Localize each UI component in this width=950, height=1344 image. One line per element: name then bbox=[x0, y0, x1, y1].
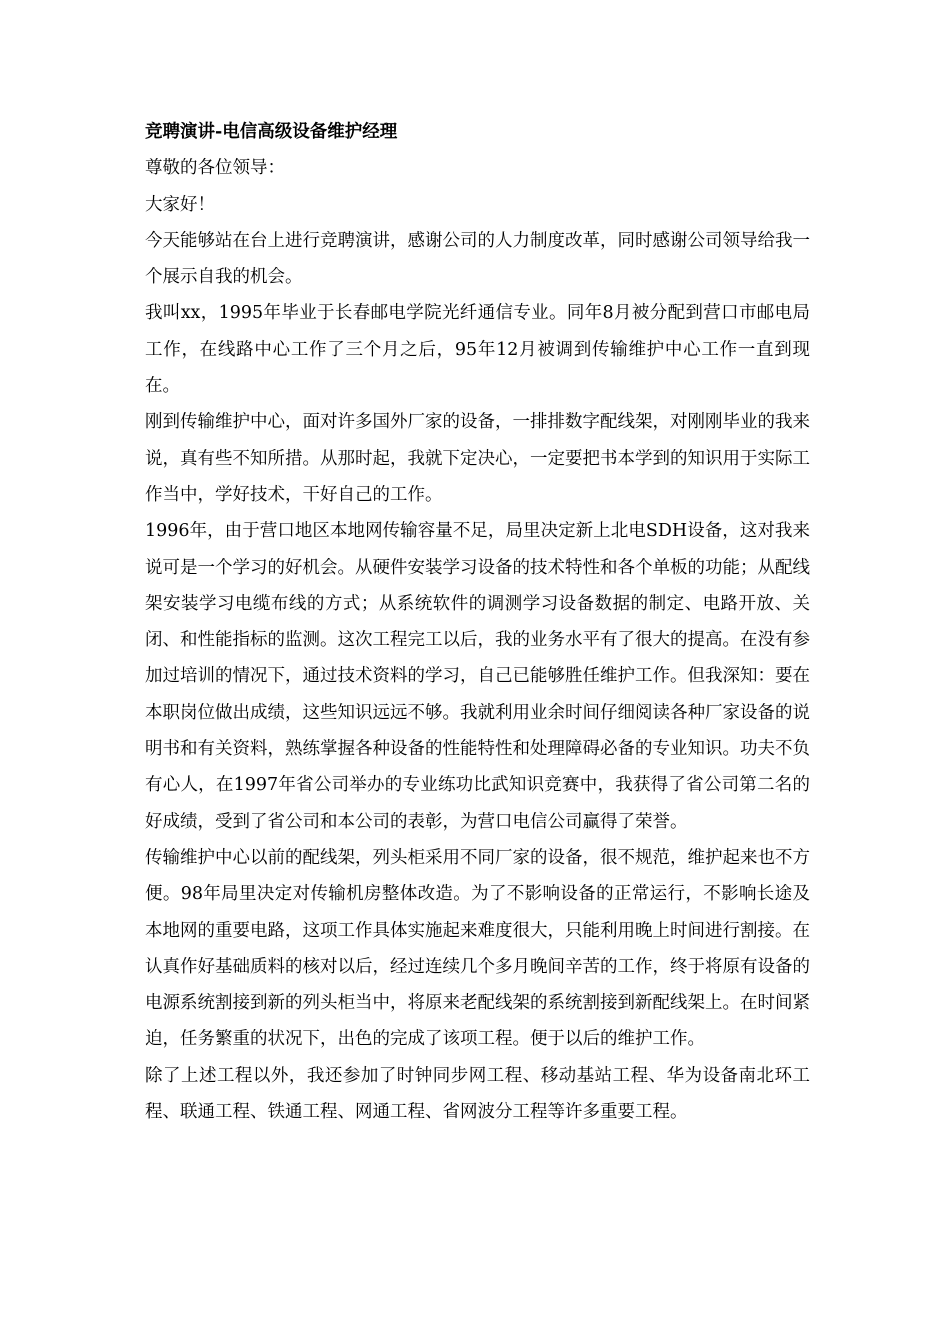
paragraph-early-career: 刚到传输维护中心，面对许多国外厂家的设备，一排排数字配线架，对刚刚毕业的我来说，真有些不知所措。从那时起，我就下定决心，一定要把书本学到的知识用于实际工作当中，学好技术，干好自己的工作。 bbox=[145, 412, 810, 505]
paragraph-other-projects: 除了上述工程以外，我还参加了时钟同步网工程、移动基站工程、华为设备南北环工程、联通工程、铁通工程、网通工程、省网波分工程等许多重要工程。 bbox=[145, 1065, 810, 1123]
paragraph-salutation: 尊敬的各位领导： bbox=[145, 158, 285, 179]
paragraph-sdh-project: 1996年，由于营口地区本地网传输容量不足，局里决定新上北电SDH设备，这对我来说可是一个学习的好机会。从硬件安装学习设备的技术特性和各个单板的功能；从配线架安装学习电缆布线的方式；从系统软件的调测学习设备数据的制定、电路开放、关闭、和性能指标的监测。这次工程完工以后，我的业务水平有了很大的提高。在没有参加过培训的情况下，通过技术资料的学习，自己已能够胜任维护工作。但我深知：要在本职岗位做出成绩，这些知识远远不够。我就利用业余时间仔细阅读各种厂家设备的说明书和有关资料，熟练掌握各种设备的性能特性和处理障碍必备的专业知识。功夫不负有心人，在1997年省公司举办的专业练功比武知识竞赛中，我获得了省公司第二名的好成绩，受到了省公司和本公司的表彰，为营口电信公司赢得了荣誉。 bbox=[145, 521, 810, 832]
paragraph-opening: 今天能够站在台上进行竞聘演讲，感谢公司的人力制度改革，同时感谢公司领导给我一个展示自我的机会。 bbox=[145, 230, 810, 288]
document-body bbox=[145, 114, 810, 1130]
paragraph-room-renovation: 传输维护中心以前的配线架，列头柜采用不同厂家的设备，很不规范，维护起来也不方便。98年局里决定对传输机房整体改造。为了不影响设备的正常运行，不影响长途及本地网的重要电路，这项工作具体实施起来难度很大，只能利用晚上时间进行割接。在认真作好基础质料的核对以后，经过连续几个多月晚间辛苦的工作，终于将原有设备的电源系统割接到新的列头柜当中，将原来老配线架的系统割接到新配线架上。在时间紧迫，任务繁重的状况下，出色的完成了该项工程。便于以后的维护工作。 bbox=[145, 847, 810, 1050]
document-title: 竞聘演讲-电信高级设备维护经理 bbox=[145, 122, 398, 142]
paragraph-background: 我叫xx，1995年毕业于长春邮电学院光纤通信专业。同年8月被分配到营口市邮电局工作，在线路中心工作了三个月之后，95年12月被调到传输维护中心工作一直到现在。 bbox=[145, 303, 810, 397]
paragraph-greeting: 大家好！ bbox=[145, 194, 215, 215]
